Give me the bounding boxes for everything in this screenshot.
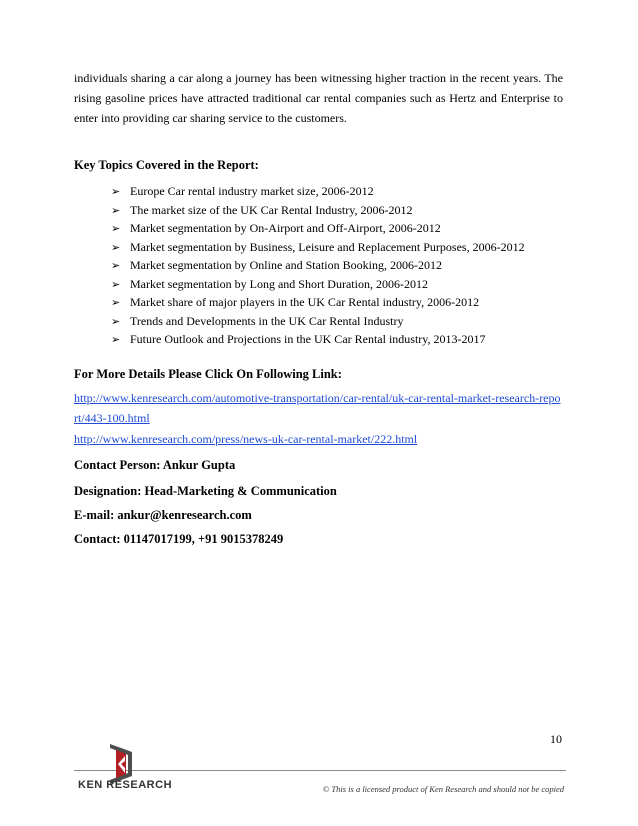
topic-item: ➢ Market segmentation by Long and Short Duration, 2006-2012 xyxy=(111,275,525,294)
arrow-bullet-icon: ➢ xyxy=(111,222,121,235)
topic-item: ➢ The market size of the UK Car Rental Industry, 2006-2012 xyxy=(111,201,525,220)
topics-heading: Key Topics Covered in the Report: xyxy=(74,158,259,172)
topic-item: ➢ Market segmentation by On-Airport and Off-Airport, 2006-2012 xyxy=(111,219,525,238)
arrow-bullet-icon: ➢ xyxy=(111,185,121,198)
intro-paragraph: individuals sharing a car along a journey has been witnessing higher traction in the recent years. The rising gasoline prices have attracted traditional car rental companies such as Hertz and Enterprise to enter into providing car sharing service to the customers. xyxy=(74,71,563,125)
topics-list xyxy=(111,182,525,349)
details-heading: For More Details Please Click On Following Link: xyxy=(74,367,342,381)
footer-copyright: © This is a licensed product of Ken Research and should not be copied xyxy=(322,784,564,794)
arrow-bullet-icon: ➢ xyxy=(111,203,121,217)
arrow-bullet-icon: ➢ xyxy=(111,240,121,254)
topic-item: ➢ Market segmentation by Business, Leisure and Replacement Purposes, 2006-2012 xyxy=(111,238,525,257)
arrow-bullet-icon: ➢ xyxy=(111,296,121,309)
press-link[interactable]: http://www.kenresearch.com/press/news-uk-car-rental-market/222.html xyxy=(74,432,418,446)
arrow-bullet-icon: ➢ xyxy=(111,314,121,328)
contact-phone: Contact: 01147017199, +91 9015378249 xyxy=(74,532,284,546)
arrow-bullet-icon: ➢ xyxy=(111,277,121,291)
arrow-bullet-icon: ➢ xyxy=(111,333,121,346)
logo-text: KEN RESEARCH xyxy=(78,779,173,791)
topic-item: ➢ Market segmentation by Online and Station Booking, 2006-2012 xyxy=(111,256,525,275)
email: E-mail: ankur@kenresearch.com xyxy=(74,508,252,522)
topic-item: ➢ Trends and Developments in the UK Car Rental Industry xyxy=(111,312,525,331)
page-number: 10 xyxy=(550,732,562,746)
topic-item: ➢ Market share of major players in the UK Car Rental industry, 2006-2012 xyxy=(111,293,525,312)
topic-item: ➢ Future Outlook and Projections in the UK Car Rental industry, 2013-2017 xyxy=(111,330,525,349)
arrow-bullet-icon: ➢ xyxy=(111,259,121,272)
report-link[interactable]: http://www.kenresearch.com/automotive-transportation/car-rental/uk-car-rental-market-research-report/443-100.html xyxy=(74,391,561,425)
contact-person: Contact Person: Ankur Gupta xyxy=(74,458,236,472)
topic-item: ➢ Europe Car rental industry market size, 2006-2012 xyxy=(111,182,525,201)
designation: Designation: Head-Marketing & Communication xyxy=(74,484,337,498)
